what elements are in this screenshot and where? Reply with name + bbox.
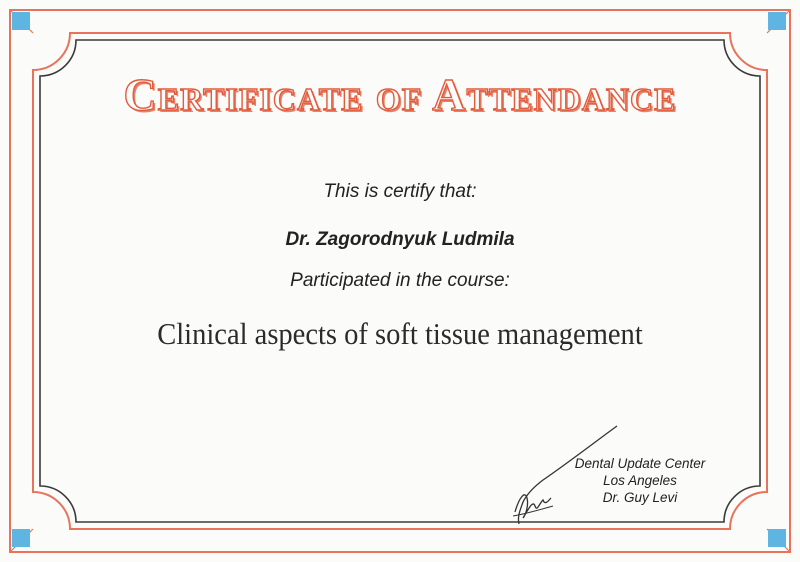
participated-text: Participated in the course: [290,270,510,291]
recipient-name: Dr. Zagorodnyuk Ludmila [285,229,515,250]
issuer-organization: Dental Update Center [574,456,706,471]
certificate-title: Certificate of Attendance [123,69,677,120]
corner-square-top-right [768,12,786,30]
issuer-person: Dr. Guy Levi [602,490,678,505]
corner-square-bottom-left [12,529,30,547]
course-title: Clinical aspects of soft tissue management [157,316,643,351]
corner-square-bottom-right [768,529,786,547]
intro-text: This is certify that: [323,181,477,202]
corner-square-top-left [12,12,30,30]
issuer-block [560,455,720,506]
issuer-city: Los Angeles [603,473,677,488]
